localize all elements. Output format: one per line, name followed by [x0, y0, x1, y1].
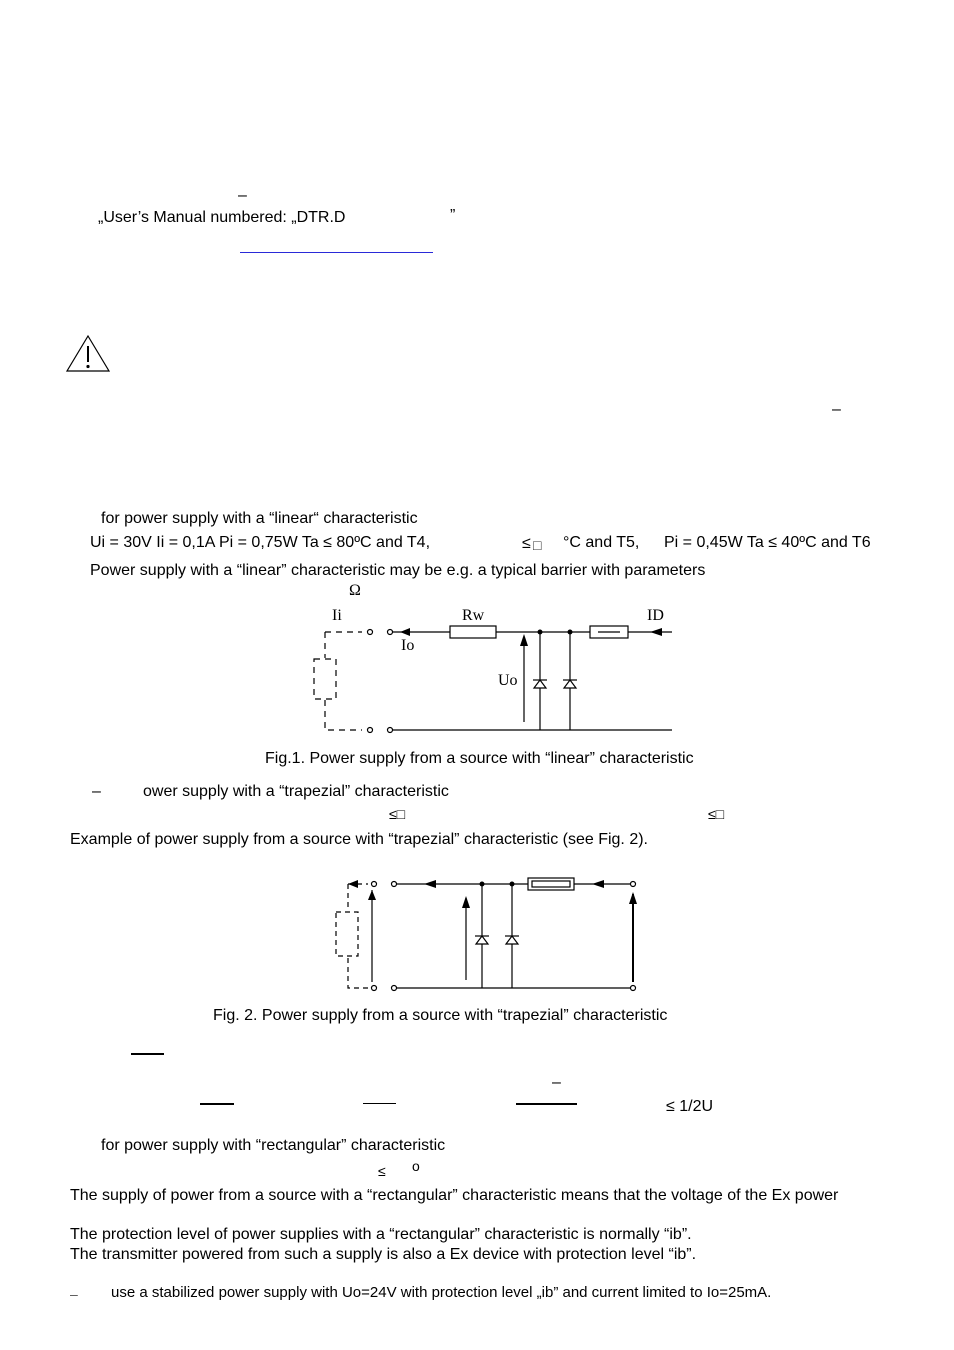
dash: –	[238, 187, 247, 204]
underline-mark	[200, 1103, 234, 1105]
warning-triangle-icon	[65, 334, 111, 374]
missing-glyph-box: □	[533, 537, 542, 553]
rectangular-paragraph-3: The transmitter powered from such a supply is also a Ex device with protection level “ib”.	[70, 1246, 697, 1263]
dash: –	[552, 1074, 561, 1091]
dash: –	[92, 783, 101, 800]
fig1-label-rw: Rw	[462, 607, 485, 624]
dash: –	[832, 401, 841, 418]
linear-note: Power supply with a “linear” characteristic may be e.g. a typical barrier with parameters	[90, 562, 706, 579]
manual-reference: „User’s Manual numbered: „DTR.D	[98, 209, 346, 226]
underline-mark	[131, 1053, 164, 1055]
less-equal-symbol: ≤□	[708, 806, 725, 822]
rectangular-heading: for power supply with “rectangular” characteristic	[101, 1137, 446, 1154]
fig1-label-id: ID	[647, 607, 664, 624]
half-u-note: ≤ 1/2U	[666, 1098, 714, 1115]
fig2-circuit-diagram	[330, 870, 650, 1000]
closing-quote: ”	[450, 207, 456, 224]
fig1-circuit-diagram	[300, 600, 700, 740]
fig1-label-uo: Uo	[498, 672, 518, 689]
degree-symbol: o	[412, 1158, 420, 1174]
underline-mark	[363, 1103, 396, 1104]
fig2-caption: Fig. 2. Power supply from a source with “trapezial” characteristic	[213, 1007, 668, 1024]
fig1-label-io: Io	[401, 637, 415, 654]
fig1-caption: Fig.1. Power supply from a source with “linear” characteristic	[265, 750, 694, 767]
linear-params-t5: °C and T5,	[563, 534, 640, 551]
less-equal-symbol: ≤□	[389, 806, 406, 822]
less-equal-symbol: ≤	[378, 1163, 386, 1179]
linear-heading: for power supply with a “linear“ characteristic	[101, 510, 418, 527]
underline-mark	[516, 1103, 577, 1105]
omega-symbol: Ω	[349, 582, 361, 599]
trapezial-heading: ower supply with a “trapezial” characteristic	[143, 783, 449, 800]
rectangular-paragraph-1: The supply of power from a source with a “rectangular” characteristic means that the voltage of the Ex power	[70, 1187, 839, 1204]
linear-params-t6: Pi = 0,45W Ta ≤ 40ºC and T6	[664, 534, 871, 551]
hyperlink-underline[interactable]	[240, 252, 433, 253]
rectangular-paragraph-2: The protection level of power supplies with a “rectangular” characteristic is normally “ib”.	[70, 1226, 692, 1243]
bullet-text: use a stabilized power supply with Uo=24V with protection level „ib” and current limited to Io=25mA.	[111, 1284, 772, 1301]
fig1-label-ii: Ii	[332, 607, 342, 624]
trapezial-example: Example of power supply from a source with “trapezial” characteristic (see Fig. 2).	[70, 831, 648, 848]
linear-params-t4: Ui = 30V Ii = 0,1A Pi = 0,75W Ta ≤ 80ºC and T4,	[90, 534, 431, 551]
bullet-dash: –	[70, 1286, 78, 1302]
less-equal-symbol: ≤	[522, 535, 531, 552]
